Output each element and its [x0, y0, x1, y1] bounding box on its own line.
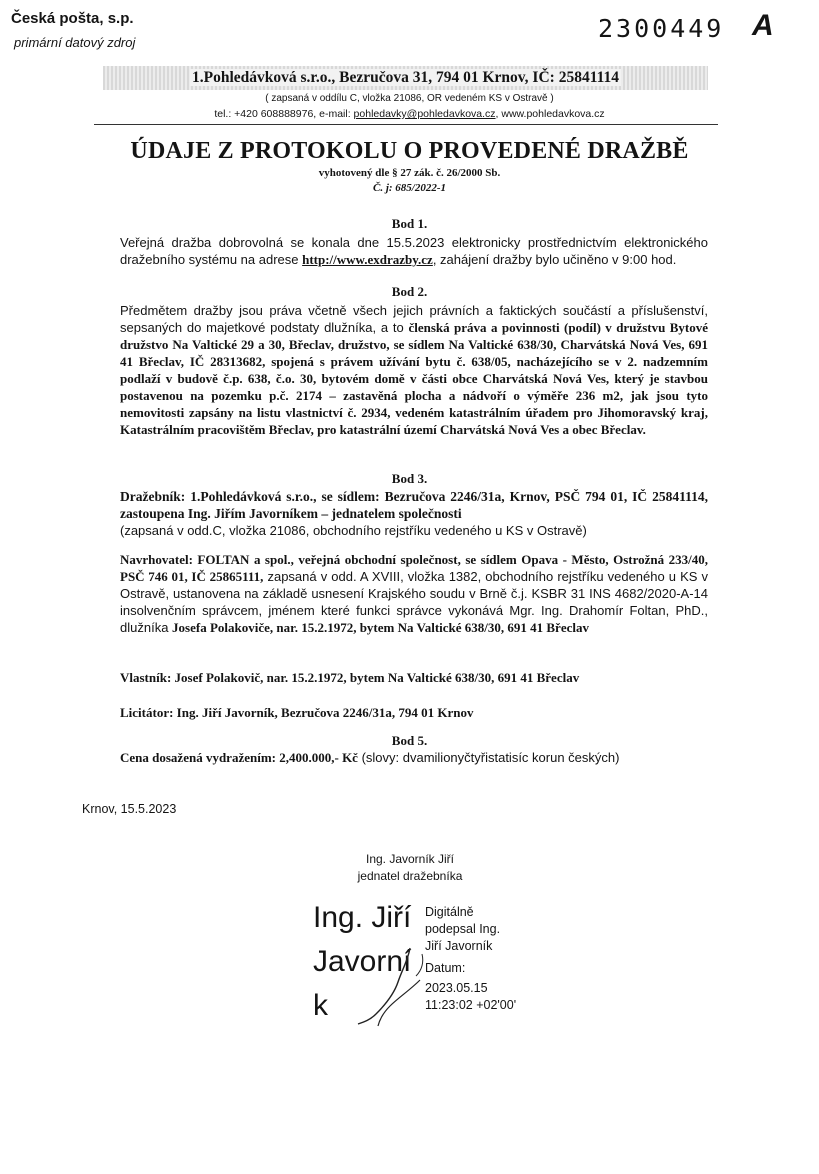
- company-header-text: 1.Pohledávková s.r.o., Bezručova 31, 794 01 Krnov, IČ: 25841114: [192, 69, 619, 86]
- document-number: 2300449: [598, 14, 725, 43]
- signature-info-3: Jiří Javorník: [425, 939, 493, 953]
- document-title: ÚDAJE Z PROTOKOLU O PROVEDENÉ DRAŽBĚ: [130, 138, 689, 164]
- bod2-text-bold: členská práva a povinnosti (podíl) v družstvu Bytové družstvo Na Valtické 29 a 30, Břeclav, družstvo, se sídlem Na Valtické 638/30, Charvátská Nová Ves, 691 41 Břeclav, IČ 28313682, spojená s právem užívání bytu č. 638/05, nacházejícího se v 2. nadzemním podlaží v budově č.p. 638, č.o. 30, bytovém domě v části obce Charvátská Nová Ves, který je stavbou postavenou na pozemku p.č. 2174 – zastavěná plocha a nádvoří o výměře 236 m2, jak jsou tyto nemovitosti zapsány na listu vlastnictví č. 2934, vedeném katastrálním úřadem pro Jihomoravský kraj, Katastrálním pracovištěm Břeclav, pro katastrální území Charvátská Nová Ves a obec Břeclav.: [120, 320, 708, 437]
- company-registration: ( zapsaná v oddílu C, vložka 21086, OR vedeném KS v Ostravě ): [265, 93, 554, 104]
- signature-name-line-2: Javorní: [313, 945, 412, 978]
- signature-name-line-1: Ing. Jiří: [313, 901, 412, 934]
- price-bold: Cena dosažená vydražením: 2,400.000,- Kč: [120, 750, 358, 765]
- bod3-heading: Bod 3.: [391, 471, 428, 486]
- proposer-plain: zapsaná v odd. A XVIII, vložka 1382, obchodního rejstříku vedeného u KS v Ostravě, ustanovena na základě usnesení Krajského soudu v Brně č.j. KSBR 31 INS 4682/2020-A-14 insolvenčním správcem, jménem které funkci správce vykonává Mgr. Ing. Drahomír Foltan, PhD., dlužníka: [120, 569, 708, 635]
- document-subtitle: vyhotovený dle § 27 zák. č. 26/2000 Sb.: [318, 167, 501, 179]
- stamp-name: Česká pošta, s.p.: [11, 10, 134, 27]
- email-link[interactable]: pohledavky@pohledavkova.cz: [353, 108, 496, 120]
- stamp-subtitle: primární datový zdroj: [14, 35, 136, 50]
- signature-info-6: 11:23:02 +02'00': [425, 998, 517, 1012]
- contacts-prefix: tel.: +420 608888976, e-mail:: [214, 108, 354, 120]
- auction-url-link[interactable]: http://www.exdrazby.cz: [302, 252, 433, 267]
- signature-info-4: Datum:: [425, 961, 466, 975]
- price-line: [120, 750, 619, 766]
- proposer-bold: Navrhovatel: FOLTAN a spol., veřejná obchodní společnost, se sídlem Opava - Město, Ostrožná 233/40, PSČ 746 01, IČ 25865111,: [120, 552, 708, 584]
- signature-name-line-3: k: [313, 989, 328, 1022]
- bod5-heading: Bod 5.: [391, 733, 428, 748]
- signer-role: jednatel dražebníka: [357, 869, 463, 883]
- bod2-text-plain: Předmětem dražby jsou práva včetně všech jejich právních a faktických součástí a příslušenství, sepsaných do majetkové podstaty dlužníka, a to: [120, 303, 708, 335]
- proposer-debtor: Josefa Polakoviče, nar. 15.2.1972, bytem Na Valtické 638/30, 691 41 Břeclav: [172, 620, 589, 635]
- auctioneer-registration: (zapsaná v odd.C, vložka 21086, obchodního rejstříku vedeného u KS v Ostravě): [120, 523, 587, 538]
- signature-info-1: Digitálně: [425, 905, 474, 919]
- proposer-text: [120, 551, 708, 636]
- signature-info-2: podepsal Ing.: [425, 922, 501, 936]
- bod1-text-b: , zahájení dražby bylo učiněno v 9:00 hod.: [432, 252, 677, 267]
- company-header: [103, 66, 708, 90]
- bod1-text: [120, 234, 708, 268]
- header-divider: [94, 124, 718, 125]
- price-words: (slovy: dvamilionyčtyřistatisíc korun českých): [357, 750, 620, 765]
- owner-line: [120, 670, 579, 686]
- bod2-heading: Bod 2.: [391, 284, 428, 299]
- bod1-heading: Bod 1.: [391, 216, 428, 231]
- signature-info-5: 2023.05.15: [425, 981, 488, 995]
- contacts-suffix: , www.pohledavkova.cz: [495, 108, 605, 120]
- reference-number: Č. j: 685/2022-1: [372, 182, 447, 194]
- place-date: Krnov, 15.5.2023: [82, 802, 177, 816]
- signer-name: Ing. Javorník Jiří: [365, 852, 455, 866]
- company-contacts: [0, 108, 819, 120]
- bod2-text: [120, 302, 708, 438]
- licitator-line: [120, 705, 474, 721]
- document-letter: A: [752, 9, 774, 42]
- owner-text: Vlastník: Josef Polakovič, nar. 15.2.1972, bytem Na Valtické 638/30, 691 41 Břeclav: [120, 670, 580, 685]
- licitator-text: Licitátor: Ing. Jiří Javorník, Bezručova 2246/31a, 794 01 Krnov: [120, 705, 474, 720]
- bod1-text-a: Veřejná dražba dobrovolná se konala dne 15.5.2023 elektronicky prostřednictvím elektronického dražebního systému na adrese: [120, 235, 708, 267]
- auctioneer-text: Dražebník: 1.Pohledávková s.r.o., se sídlem: Bezručova 2246/31a, Krnov, PSČ 794 01, IČ 25841114, zastoupena Ing. Jiřím Javorníkem – jednatelem společnosti: [120, 489, 708, 521]
